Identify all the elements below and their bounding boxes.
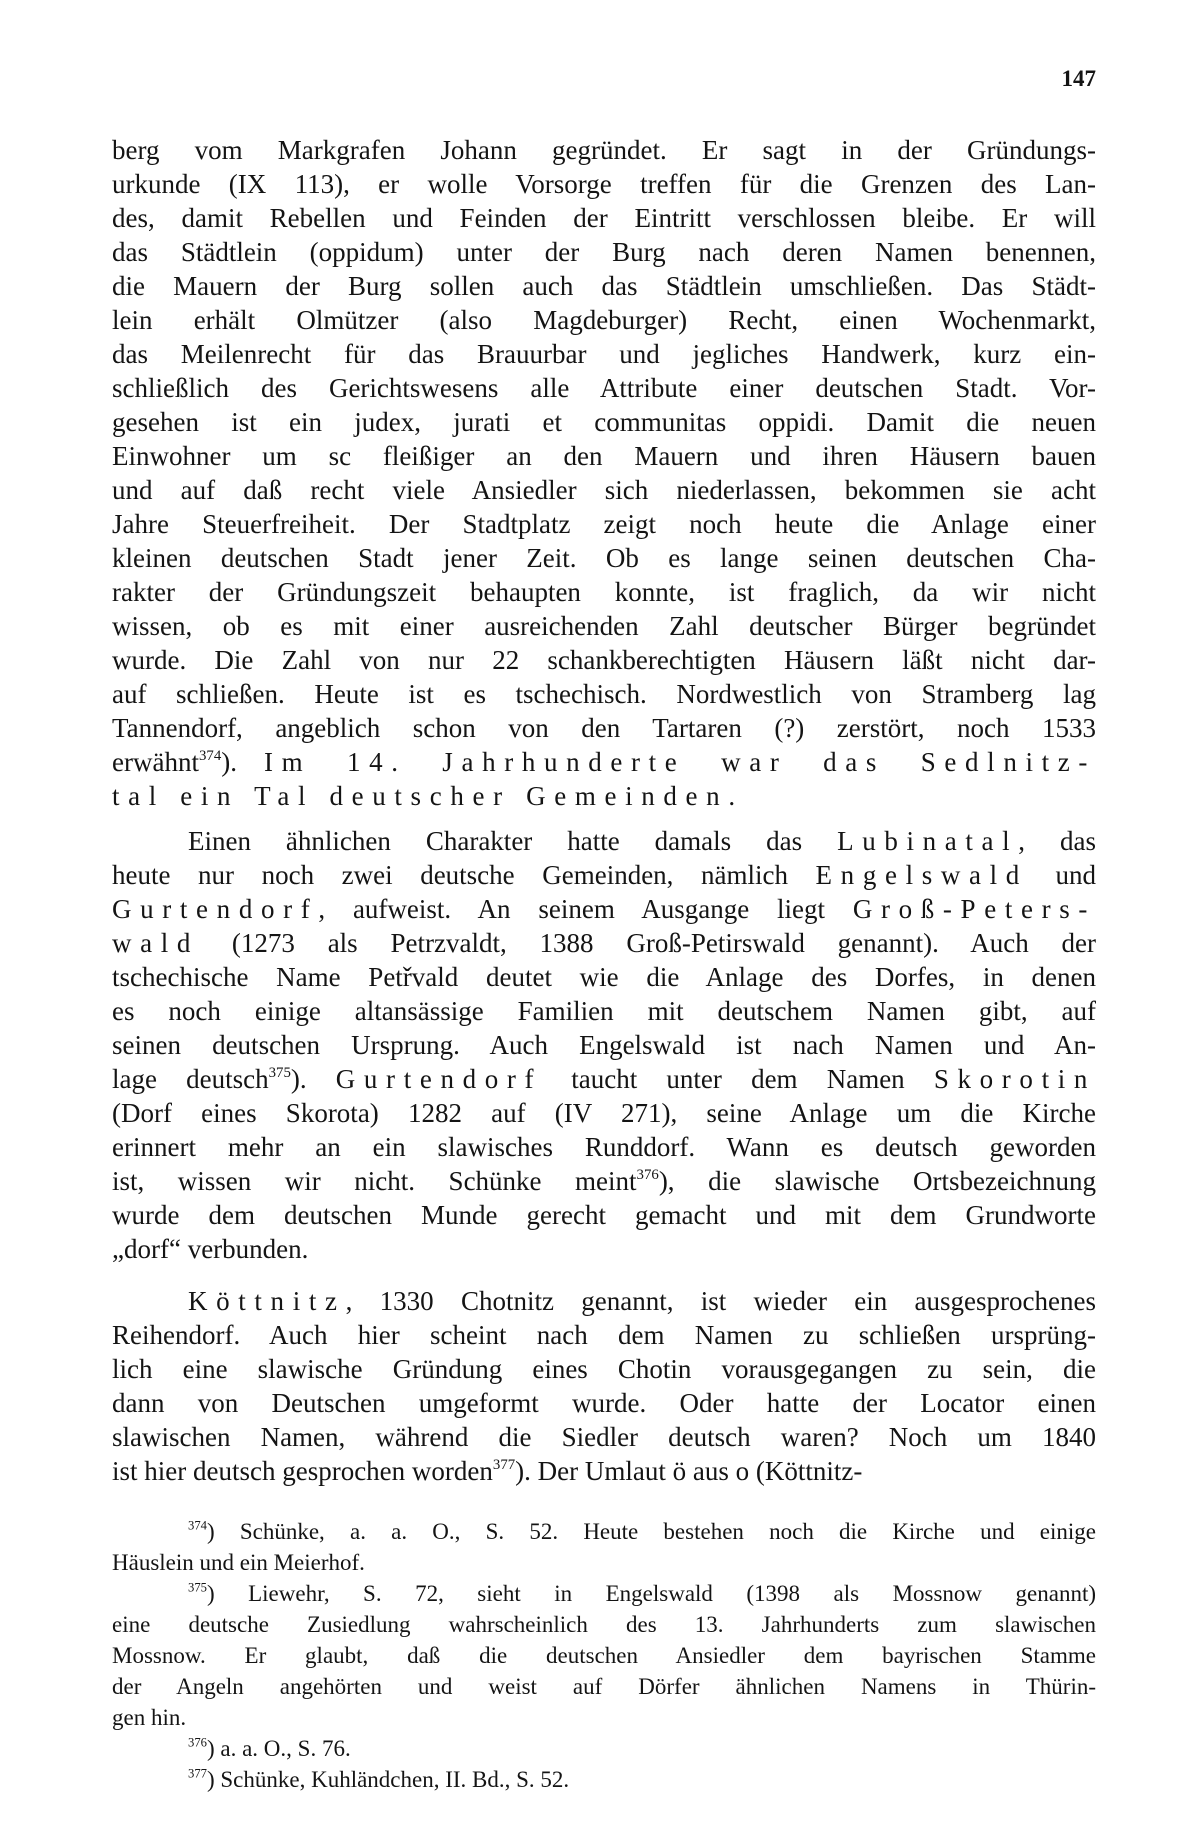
text-segment: Einwohner um sc fleißiger an den Mauern und ihren Häusern bauen — [112, 441, 1096, 471]
spaced-emphasis-text: Engelswald — [815, 860, 1028, 890]
text-segment: es noch einige altansässige Familien mit deutschem Namen gibt, auf — [112, 996, 1096, 1026]
text-segment: erwähnt — [112, 747, 199, 777]
footnote-reference: 375 — [188, 1580, 207, 1595]
text-segment: lich eine slawische Gründung eines Chotin vorausgegangen zu sein, die — [112, 1354, 1096, 1384]
footnote-line — [112, 1764, 1096, 1795]
text-segment: die Mauern der Burg sollen auch das Städtlein umschließen. Das Städt- — [112, 271, 1096, 301]
footnote-line — [112, 1733, 1096, 1764]
paragraph-3 — [112, 1284, 1096, 1488]
text-line — [112, 1232, 1096, 1266]
text-segment: seinen deutschen Ursprung. Auch Engelswald ist nach Namen und An- — [112, 1030, 1096, 1060]
spaced-emphasis-text: Gurtendorf — [112, 894, 319, 924]
text-segment: ) a. a. O., S. 76. — [206, 1736, 351, 1761]
text-segment: schließlich des Gerichtswesens alle Attribute einer deutschen Stadt. Vor- — [112, 373, 1096, 403]
text-segment: Einen ähnlichen Charakter hatte damals das — [188, 826, 838, 856]
text-line — [112, 1130, 1096, 1164]
text-line — [112, 167, 1096, 201]
text-line — [112, 643, 1096, 677]
text-segment: Tannendorf, angeblich schon von den Tartaren (?) zerstört, noch 1533 — [112, 713, 1096, 743]
paragraph-1 — [112, 133, 1096, 813]
text-line — [112, 677, 1096, 711]
spaced-emphasis-text: Im 14. Jahrhunderte war das Sedlnitz- — [264, 747, 1096, 777]
footnote-reference: 376 — [636, 1166, 659, 1183]
footnote-reference: 375 — [268, 1064, 291, 1081]
text-segment: , aufweist. An seinem Ausgange liegt — [318, 894, 853, 924]
text-line — [112, 133, 1096, 167]
footnote — [112, 1764, 1096, 1795]
text-line — [112, 1318, 1096, 1352]
text-line — [112, 1420, 1096, 1454]
text-line — [112, 235, 1096, 269]
text-line — [112, 1352, 1096, 1386]
text-segment: ), die slawische Ortsbezeichnung — [658, 1166, 1096, 1196]
text-line — [112, 1028, 1096, 1062]
text-line — [112, 779, 1096, 813]
text-segment: „dorf“ verbunden. — [112, 1234, 309, 1264]
text-line — [112, 926, 1096, 960]
text-segment: eine deutsche Zusiedlung wahrscheinlich des 13. Jahrhunderts zum slawischen — [112, 1612, 1096, 1637]
text-segment: lage deutsch — [112, 1064, 269, 1094]
spaced-emphasis-text: tal ein Tal deutscher Gemeinden. — [112, 781, 744, 811]
text-segment: ). — [221, 747, 265, 777]
text-segment: , 1330 Chotnitz genannt, ist wieder ein ausgesprochenes — [345, 1286, 1096, 1316]
text-segment: lein erhält Olmützer (also Magdeburger) Recht, einen Wochenmarkt, — [112, 305, 1096, 335]
footnote-line — [112, 1516, 1096, 1547]
spaced-emphasis-text: Gurtendorf — [335, 1064, 543, 1094]
text-line — [112, 371, 1096, 405]
text-segment: ) Schünke, a. a. O., S. 52. Heute bestehen noch die Kirche und einige — [206, 1519, 1096, 1544]
text-segment: (1273 als Petrzvaldt, 1388 Groß-Petirswald genannt). Auch der — [199, 928, 1096, 958]
text-segment: ). Der Umlaut ö aus o (Köttnitz- — [515, 1456, 863, 1486]
footnote-line — [112, 1609, 1096, 1640]
text-segment: wurde. Die Zahl von nur 22 schankberechtigten Häusern läßt nicht dar- — [112, 645, 1096, 675]
text-segment: ) Schünke, Kuhländchen, II. Bd., S. 52. — [206, 1767, 570, 1792]
spaced-emphasis-text: Skorotin — [933, 1064, 1096, 1094]
text-segment: tschechische Name Petřvald deutet wie die Anlage des Dorfes, in denen — [112, 962, 1096, 992]
text-segment: (Dorf eines Skorota) 1282 auf (IV 271), seine Anlage um die Kirche — [112, 1098, 1096, 1128]
text-line — [112, 711, 1096, 745]
text-segment: ). — [290, 1064, 336, 1094]
text-segment: des, damit Rebellen und Feinden der Eintritt verschlossen bleibe. Er will — [112, 203, 1096, 233]
page-number: 147 — [1061, 66, 1096, 91]
text-line — [112, 1454, 1096, 1488]
text-segment: Mossnow. Er glaubt, daß die deutschen Ansiedler dem bayrischen Stamme — [112, 1643, 1096, 1668]
footnote-line — [112, 1640, 1096, 1671]
text-segment: taucht unter dem Namen — [542, 1064, 934, 1094]
text-line — [112, 507, 1096, 541]
footnote-reference: 374 — [198, 747, 222, 764]
text-line — [112, 824, 1096, 858]
text-segment: slawischen Namen, während die Siedler deutsch waren? Noch um 1840 — [112, 1422, 1096, 1452]
text-segment: ist hier deutsch gesprochen worden — [112, 1456, 493, 1486]
text-line — [112, 405, 1096, 439]
text-line — [112, 439, 1096, 473]
footnote-reference: 374 — [188, 1518, 207, 1533]
text-line — [112, 201, 1096, 235]
footnote-reference: 376 — [188, 1735, 207, 1750]
text-segment: , das — [1018, 826, 1096, 856]
text-segment: kleinen deutschen Stadt jener Zeit. Ob es lange seinen deutschen Cha- — [112, 543, 1096, 573]
footnote-line — [112, 1547, 1096, 1578]
text-segment: gen hin. — [112, 1705, 187, 1730]
text-line — [112, 269, 1096, 303]
spaced-emphasis-text: Groß-Peters- — [852, 894, 1096, 924]
spaced-emphasis-text: Lubinatal — [837, 826, 1019, 856]
spaced-emphasis-text: Köttnitz — [188, 1286, 346, 1316]
text-line — [112, 1386, 1096, 1420]
text-segment: berg vom Markgrafen Johann gegründet. Er sagt in der Gründungs- — [112, 135, 1096, 165]
footnote-reference: 377 — [188, 1766, 207, 1781]
text-line — [112, 609, 1096, 643]
text-line — [112, 541, 1096, 575]
footnote-line — [112, 1702, 1096, 1733]
footnote-reference: 377 — [492, 1456, 516, 1473]
text-line — [112, 858, 1096, 892]
text-segment: der Angeln angehörten und weist auf Dörfer ähnlichen Namens in Thürin- — [112, 1674, 1096, 1699]
text-line — [112, 473, 1096, 507]
text-segment: ) Liewehr, S. 72, sieht in Engelswald (1398 als Mossnow genannt) — [206, 1581, 1096, 1606]
text-segment: erinnert mehr an ein slawisches Runddorf. Wann es deutsch geworden — [112, 1132, 1096, 1162]
text-segment: Häuslein und ein Meierhof. — [112, 1550, 365, 1575]
footnote — [112, 1733, 1096, 1764]
text-line — [112, 1096, 1096, 1130]
text-line — [112, 303, 1096, 337]
text-segment: wissen, ob es mit einer ausreichenden Zahl deutscher Bürger begründet — [112, 611, 1096, 641]
text-segment: und — [1027, 860, 1096, 890]
footnotes — [112, 1516, 1096, 1795]
text-segment: heute nur noch zwei deutsche Gemeinden, nämlich — [112, 860, 816, 890]
text-segment: Jahre Steuerfreiheit. Der Stadtplatz zeigt noch heute die Anlage einer — [112, 509, 1096, 539]
text-line — [112, 960, 1096, 994]
paragraph-2 — [112, 824, 1096, 1266]
text-line — [112, 994, 1096, 1028]
text-line — [112, 1198, 1096, 1232]
text-line — [112, 575, 1096, 609]
text-segment: gesehen ist ein judex, jurati et communitas oppidi. Damit die neuen — [112, 407, 1096, 437]
footnote-line — [112, 1578, 1096, 1609]
footnote — [112, 1578, 1096, 1733]
text-line — [112, 1164, 1096, 1198]
text-segment: auf schließen. Heute ist es tschechisch. Nordwestlich von Stramberg lag — [112, 679, 1096, 709]
text-segment: Reihendorf. Auch hier scheint nach dem Namen zu schließen ursprüng- — [112, 1320, 1096, 1350]
spaced-emphasis-text: wald — [112, 928, 200, 958]
text-line — [112, 337, 1096, 371]
text-line — [112, 1284, 1096, 1318]
text-segment: und auf daß recht viele Ansiedler sich niederlassen, bekommen sie acht — [112, 475, 1096, 505]
text-line — [112, 892, 1096, 926]
text-segment: dann von Deutschen umgeformt wurde. Oder hatte der Locator einen — [112, 1388, 1096, 1418]
text-segment: wurde dem deutschen Munde gerecht gemacht und mit dem Grundworte — [112, 1200, 1096, 1230]
footnote-line — [112, 1671, 1096, 1702]
text-line — [112, 745, 1096, 779]
text-segment: das Meilenrecht für das Brauurbar und jegliches Handwerk, kurz ein- — [112, 339, 1096, 369]
text-segment: rakter der Gründungszeit behaupten konnte, ist fraglich, da wir nicht — [112, 577, 1096, 607]
text-segment: ist, wissen wir nicht. Schünke meint — [112, 1166, 637, 1196]
text-segment: urkunde (IX 113), er wolle Vorsorge treffen für die Grenzen des Lan- — [112, 169, 1096, 199]
footnote — [112, 1516, 1096, 1578]
text-line — [112, 1062, 1096, 1096]
text-segment: das Städtlein (oppidum) unter der Burg nach deren Namen benennen, — [112, 237, 1096, 267]
